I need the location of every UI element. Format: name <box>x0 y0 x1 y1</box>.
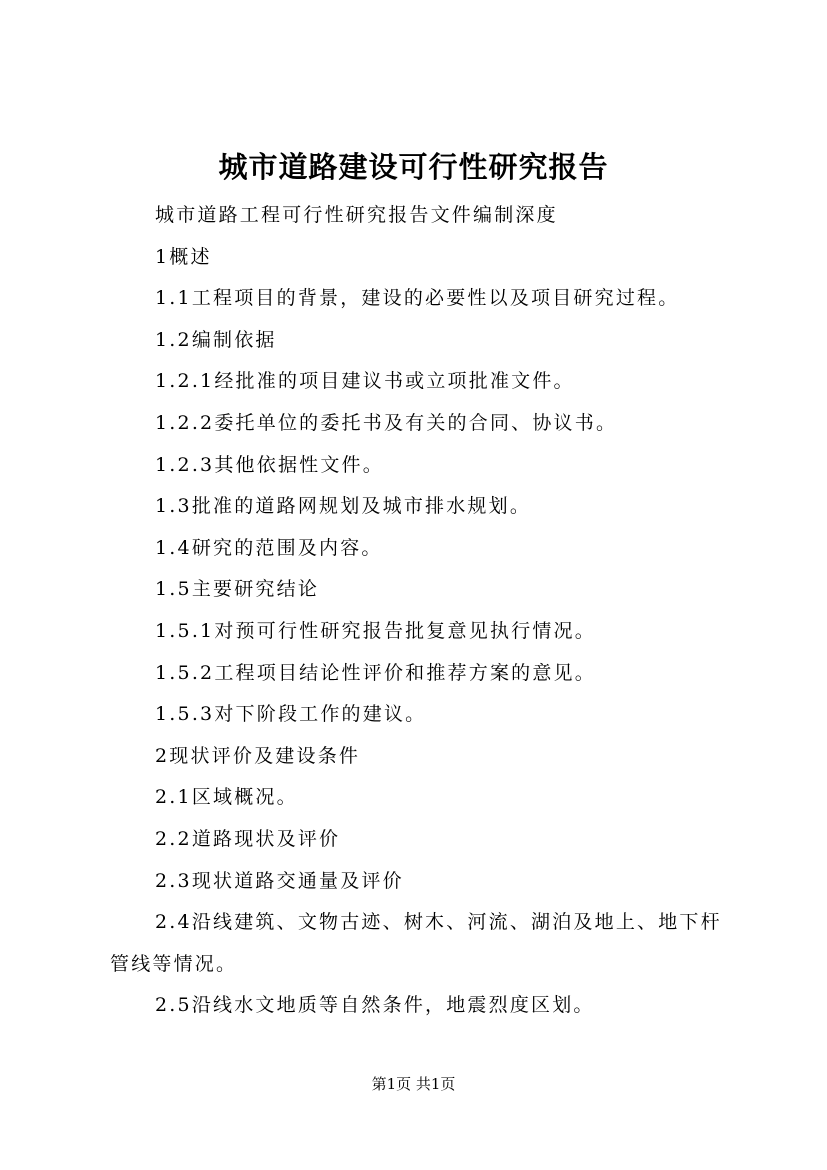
paragraph: 2.5沿线水文地质等自然条件，地震烈度区划。 <box>155 994 595 1017</box>
paragraph: 1.1工程项目的背景，建设的必要性以及项目研究过程。 <box>155 287 680 310</box>
paragraph: 1概述 <box>155 245 212 268</box>
paragraph: 2现状评价及建设条件 <box>155 744 361 767</box>
paragraph: 2.4沿线建筑、文物古迹、树木、河流、湖泊及地上、地下杆管线等情况。 <box>110 911 722 975</box>
paragraph: 1.3批准的道路网规划及城市排水规划。 <box>155 495 532 518</box>
paragraph: 1.2.2委托单位的委托书及有关的合同、协议书。 <box>155 411 618 434</box>
paragraph: 1.5.1对预可行性研究报告批复意见执行情况。 <box>155 619 596 642</box>
paragraph: 1.5主要研究结论 <box>155 578 320 601</box>
paragraph: 1.2编制依据 <box>155 328 277 351</box>
paragraph: 2.2道路现状及评价 <box>155 827 341 850</box>
paragraph: 城市道路工程可行性研究报告文件编制深度 <box>155 204 558 226</box>
document-body <box>110 195 725 1027</box>
paragraph: 2.1区域概况。 <box>155 786 298 809</box>
paragraph: 1.5.2工程项目结论性评价和推荐方案的意见。 <box>155 661 596 684</box>
paragraph: 1.5.3对下阶段工作的建议。 <box>155 703 427 726</box>
page-title: 城市道路建设可行性研究报告 <box>218 150 609 184</box>
page-footer: 第1页 共1页 <box>371 1075 456 1093</box>
paragraph: 1.4研究的范围及内容。 <box>155 536 383 559</box>
paragraph: 2.3现状道路交通量及评价 <box>155 869 404 892</box>
paragraph: 1.2.3其他依据性文件。 <box>155 453 384 476</box>
paragraph: 1.2.1经批准的项目建议书或立项批准文件。 <box>155 370 575 393</box>
